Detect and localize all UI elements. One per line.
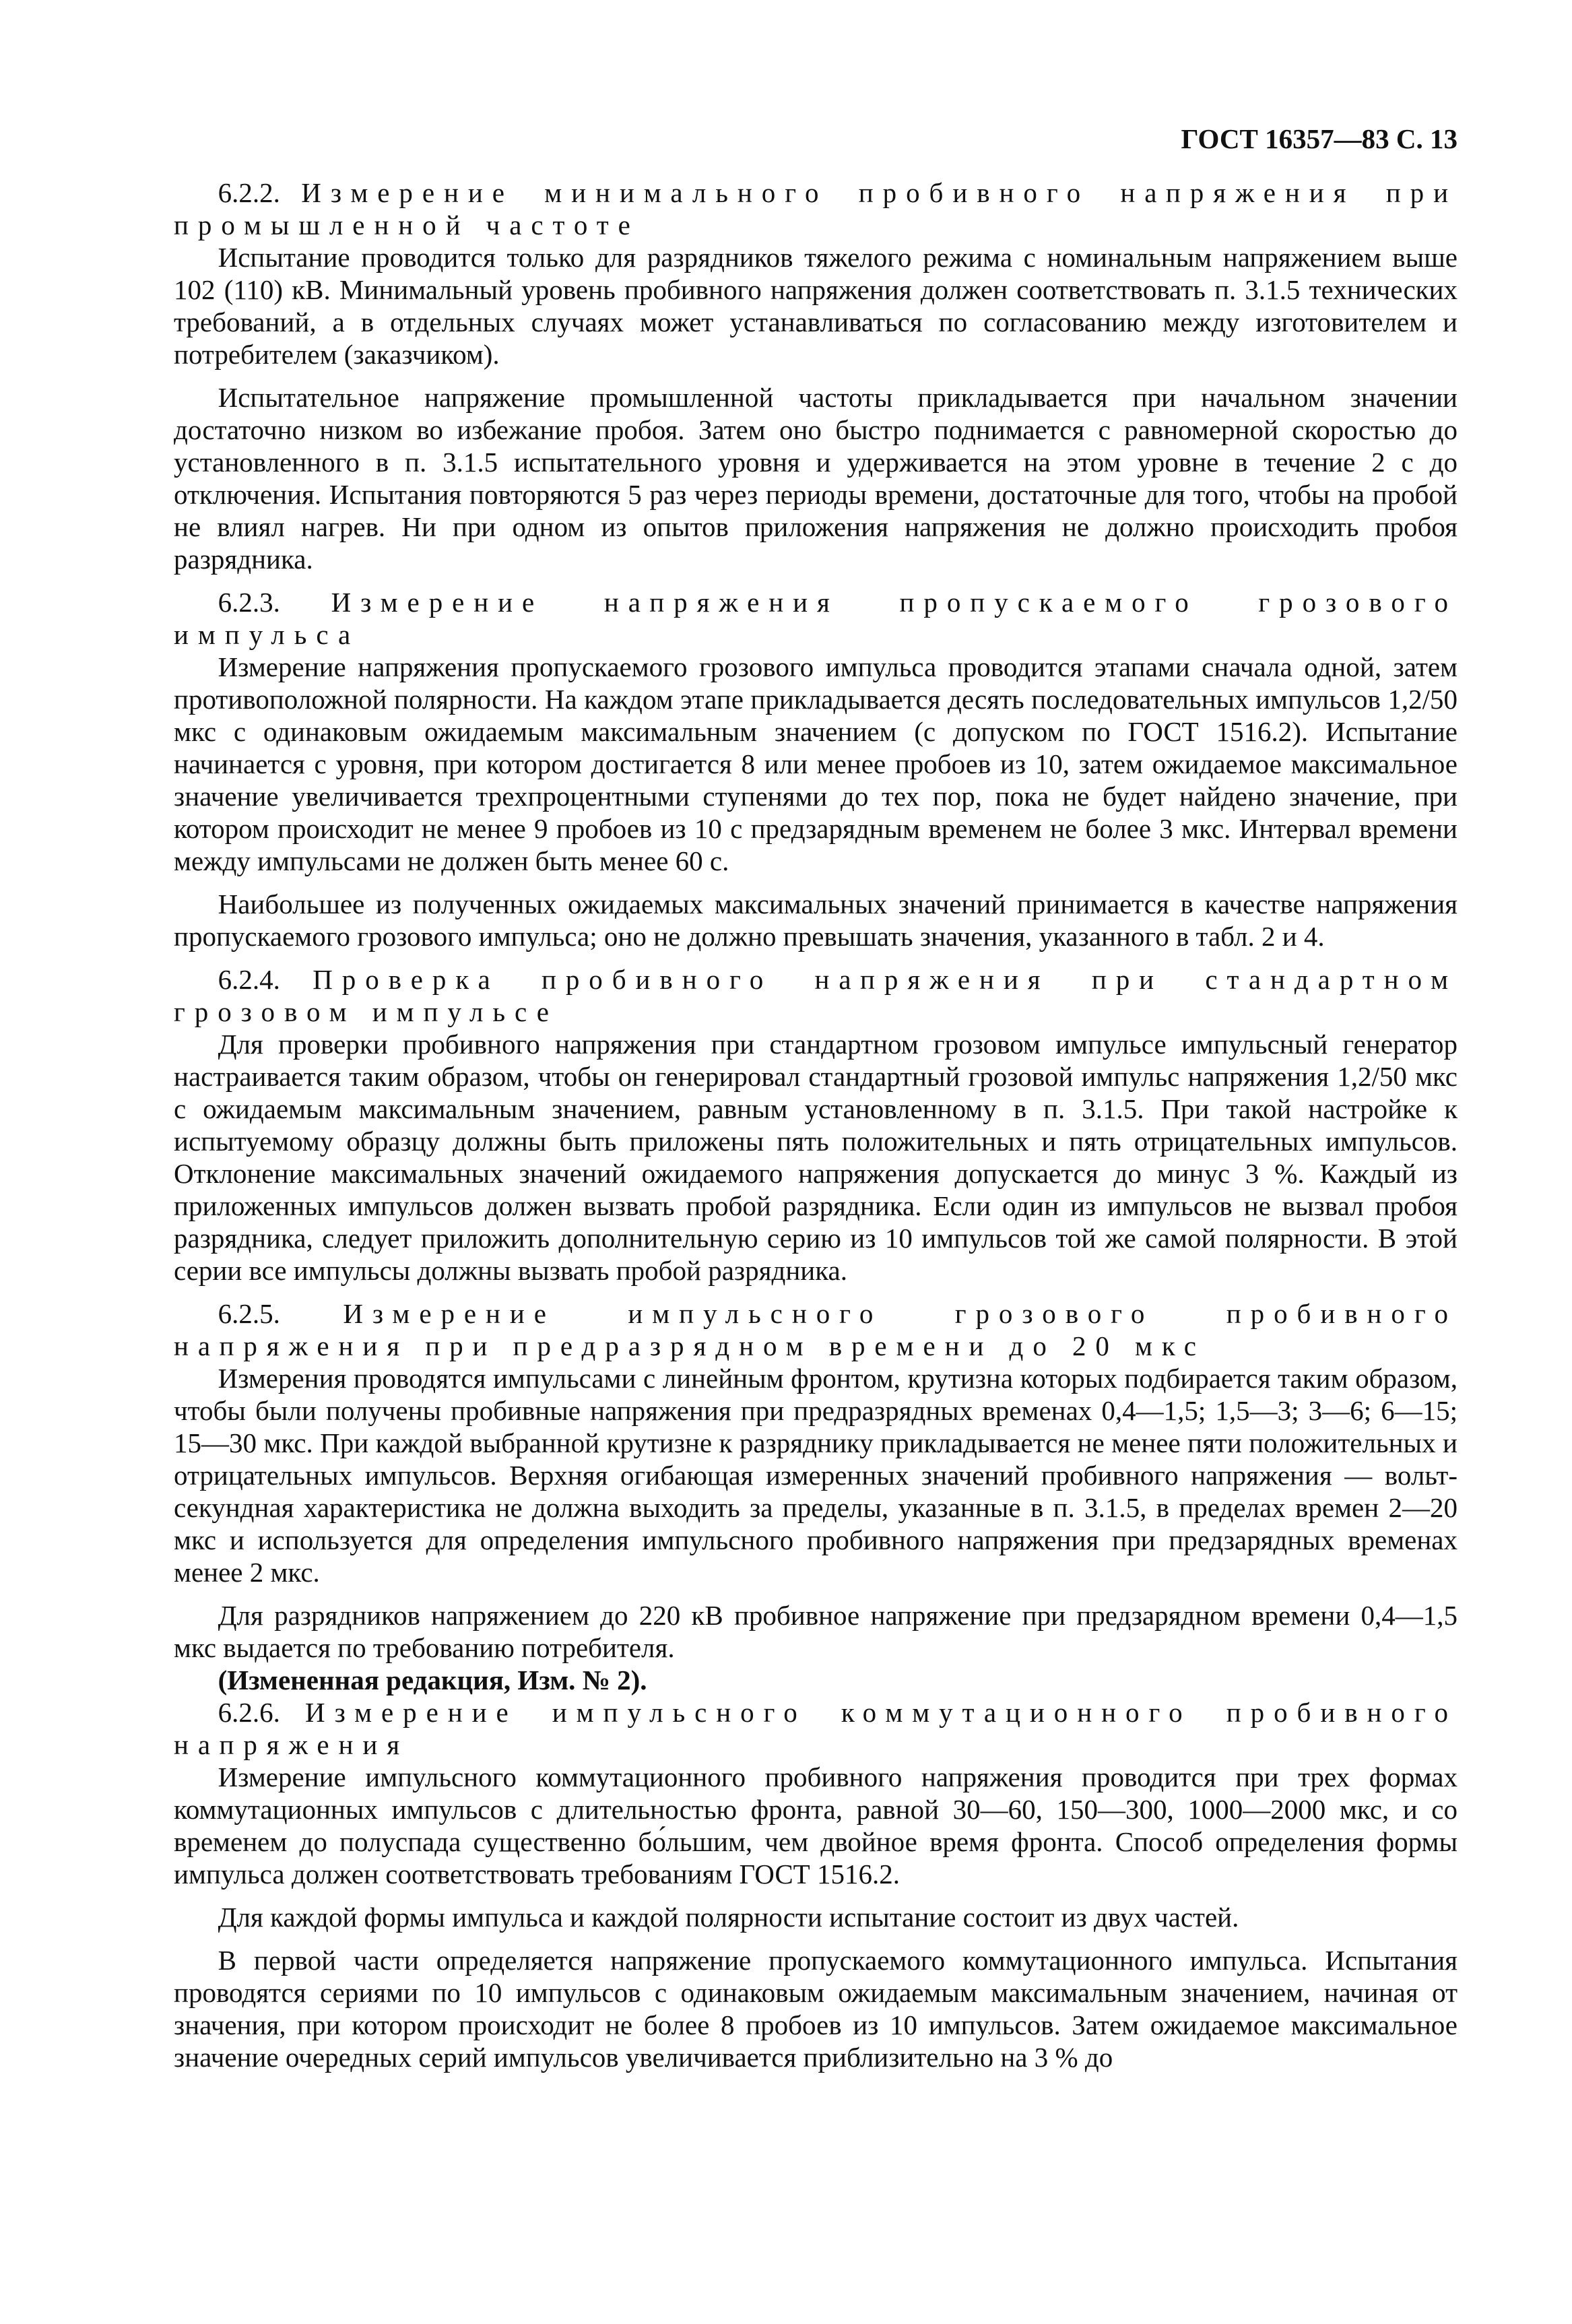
section-number: 6.2.5. bbox=[218, 1298, 280, 1329]
paragraph: Измерения проводятся импульсами с линейным фронтом, крутизна которых подбирается таким образом, чтобы были получены пробивные напряжения при предразрядных временах 0,4—1,5; 1,5—3; 3—6; 6—15; 15—30 мкс. При каждой выбранной крутизне к разряднику прикладывается не менее пяти положительных и отрицательных импульсов. Верхняя огибающая измеренных значений пробивного напряжения — вольт-секундная характеристика не должна выходить за пределы, указанные в п. 3.1.5, в пределах времен 2—20 мкс и используется для определения импульсного пробивного напряжения при предзарядных временах менее 2 мкс. bbox=[174, 1363, 1458, 1588]
section-6-2-3 bbox=[174, 586, 1458, 953]
section-6-2-5 bbox=[174, 1297, 1458, 1696]
document-page bbox=[174, 123, 1458, 2073]
paragraph: Измерение напряжения пропускаемого грозового импульса проводится этапами сначала одной, затем противоположной полярности. На каждом этапе прикладывается десять последовательных импульсов 1,2/50 мкс с одинаковым ожидаемым максимальным значением (с допуском по ГОСТ 1516.2). Испытание начинается с уровня, при котором достигается 8 или менее пробоев из 10, затем ожидаемое максимальное значение увеличивается трехпроцентными ступенями до тех пор, пока не будет найдено значение, при котором происходит не менее 9 пробоев из 10 с предзарядным временем не более 3 мкс. Интервал времени между импульсами не должен быть менее 60 с. bbox=[174, 651, 1458, 876]
paragraph: Для каждой формы импульса и каждой полярности испытание состоит из двух частей. bbox=[218, 1902, 1239, 1933]
section-number: 6.2.4. bbox=[218, 964, 280, 995]
section-6-2-2 bbox=[174, 176, 1458, 575]
paragraph: Наибольшее из полученных ожидаемых максимальных значений принимается в качестве напряжения пропускаемого грозового импульса; оно не должно превышать значения, указанного в табл. 2 и 4. bbox=[174, 889, 1458, 952]
amendment-note: (Измененная редакция, Изм. № 2). bbox=[218, 1665, 647, 1696]
paragraph: Для разрядников напряжением до 220 кВ пробивное напряжение при предзарядном времени 0,4—1,5 мкс выдается по требованию потребителя. bbox=[174, 1600, 1458, 1663]
section-heading bbox=[174, 586, 1458, 651]
paragraph: Испытание проводится только для разрядников тяжелого режима с номинальным напряжением выше 102 (110) кВ. Минимальный уровень пробивного напряжения должен соответствовать п. 3.1.5 технических требований, а в отдельных случаях может устанавливаться по согласованию между изготовителем и потребителем (заказчиком). bbox=[174, 242, 1458, 370]
section-title: Измерение импульсного коммутационного пробивного напряжения bbox=[174, 1697, 1458, 1760]
paragraph: Измерение импульсного коммутационного пробивного напряжения проводится при трех формах коммутационных импульсов с длительностью фронта, равной 30—60, 150—300, 1000—2000 мкс, и со временем до полуспада существенно бо́льшим, чем двойное время фронта. Способ определения формы импульса должен соответствовать требованиям ГОСТ 1516.2. bbox=[174, 1762, 1458, 1890]
page-header: ГОСТ 16357—83 С. 13 bbox=[1181, 123, 1458, 154]
section-6-2-4 bbox=[174, 963, 1458, 1287]
section-6-2-6 bbox=[174, 1696, 1458, 2073]
section-heading bbox=[174, 176, 1458, 241]
section-number: 6.2.6. bbox=[218, 1697, 280, 1728]
paragraph: Испытательное напряжение промышленной частоты прикладывается при начальном значении достаточно низком во избежание пробоя. Затем оно быстро поднимается с равномерной скоростью до установленного в п. 3.1.5 испытательного уровня и удерживается на этом уровне в течение 2 с до отключения. Испытания повторяются 5 раз через периоды времени, достаточные для того, чтобы на пробой не влиял нагрев. Ни при одном из опытов приложения напряжения не должно происходить пробоя разрядника. bbox=[174, 382, 1458, 575]
section-title: Проверка пробивного напряжения при стандартном грозовом импульсе bbox=[174, 964, 1458, 1027]
section-heading bbox=[174, 963, 1458, 1028]
section-heading bbox=[174, 1297, 1458, 1362]
paragraph: Для проверки пробивного напряжения при стандартном грозовом импульсе импульсный генератор настраивается таким образом, чтобы он генерировал стандартный грозовой импульс напряжения 1,2/50 мкс с ожидаемым максимальным значением, равным установленному в п. 3.1.5. При такой настройке к испытуемому образцу должны быть приложены пять положительных и пять отрицательных импульсов. Отклонение максимальных значений ожидаемого напряжения допускается до минус 3 %. Каждый из приложенных импульсов должен вызвать пробой разрядника. Если один из импульсов не вызвал пробоя разрядника, следует приложить дополнительную серию из 10 импульсов той же самой полярности. В этой серии все импульсы должны вызвать пробой разрядника. bbox=[174, 1029, 1458, 1286]
section-title: Измерение минимального пробивного напряжения при промышленной частоте bbox=[174, 177, 1458, 240]
section-title: Измерение импульсного грозового пробивного напряжения при предразрядном времени до 20 мкс bbox=[174, 1298, 1458, 1361]
section-title: Измерение напряжения пропускаемого грозового импульса bbox=[174, 587, 1458, 650]
section-heading bbox=[174, 1696, 1458, 1761]
paragraph: В первой части определяется напряжение пропускаемого коммутационного импульса. Испытания проводятся сериями по 10 импульсов с одинаковым ожидаемым максимальным значением, начиная от значения, при котором происходит не более 8 пробоев из 10 импульсов. Затем ожидаемое максимальное значение очередных серий импульсов увеличивается приблизительно на 3 % до bbox=[174, 1945, 1458, 2073]
section-number: 6.2.3. bbox=[218, 587, 280, 618]
section-number: 6.2.2. bbox=[218, 177, 280, 208]
